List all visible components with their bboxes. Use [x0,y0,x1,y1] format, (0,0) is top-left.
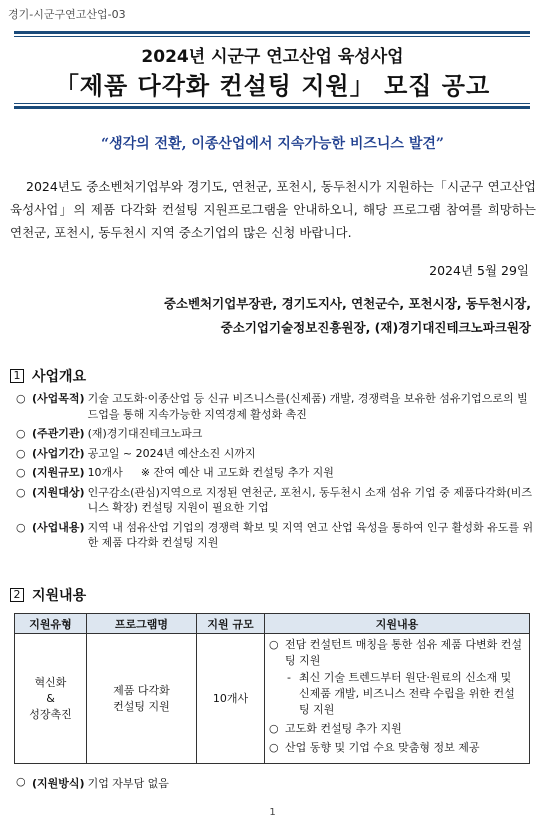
support-type-line: & [46,691,55,705]
section-number-box: 2 [10,588,24,602]
overview-list [16,391,538,555]
page-number: 1 [269,807,276,818]
dash-bullet-icon: - [287,671,291,684]
method-label: (지원방식) [32,777,85,790]
column-header: 지원내용 [265,614,530,634]
list-item [16,446,538,462]
program-name-line: 컨설팅 지원 [113,699,170,713]
circle-bullet-icon: ○ [269,741,279,754]
item-text: (재)경기대진테크노파크 [87,427,203,440]
circle-bullet-icon: ○ [16,520,26,534]
support-scale-cell: 10개사 [197,634,265,764]
program-name-line: 제품 다각화 [113,683,170,697]
content-text: 산업 동향 및 기업 수요 맞춤형 정보 제공 [285,741,480,754]
support-type-line: 혁신화 [34,675,67,689]
item-label: (사업기간) [32,446,85,460]
method-text: 기업 자부담 없음 [87,777,169,790]
item-text: 기술 고도화·이종산업 등 신규 비즈니스를(신제품) 개발, 경쟁력을 보유한 섬유기업으로의 빌드업을 통해 지속가능한 지역경제 활성화 촉진 [87,392,528,421]
column-header: 지원 규모 [197,614,265,634]
title-line-2: 「제품 다각화 컨설팅 지원」 모집 공고 [54,72,491,100]
document-id: 경기-시군구연고산업-03 [8,8,126,21]
item-label: (지원규모) [32,466,85,479]
circle-bullet-icon: ○ [16,446,26,460]
circle-bullet-icon: ○ [16,466,26,479]
program-name-cell [87,634,197,764]
table-header-row [15,614,530,634]
item-label: (지원대상) [32,485,85,499]
signatories-line-2: 중소기업기술정보진흥원장, (재)경기대진테크노파크원장 [220,320,531,335]
announcement-date: 2024년 5월 29일 [429,263,529,278]
content-text: 고도화 컨설팅 추가 지원 [285,722,402,735]
circle-bullet-icon: ○ [16,775,26,788]
list-item [16,426,538,442]
content-text: 최신 기술 트렌드부터 원단·원료의 신소재 및 신제품 개발, 비즈니스 전략 수립을 위한 컨설팅 지원 [299,671,515,716]
content-item [269,721,525,737]
list-item [16,485,538,516]
circle-bullet-icon: ○ [16,392,26,405]
section-1-heading [10,366,86,386]
support-table [14,613,530,764]
item-text: 지역 내 섬유산업 기업의 경쟁력 확보 및 지역 연고 산업 육성을 통하여 인구 활성화 유도를 위한 제품 다각화 컨설팅 지원 [87,520,534,549]
content-item [269,740,525,756]
section-title: 사업개요 [32,369,87,385]
bottom-rule-thin [14,103,530,104]
section-2-heading [10,585,86,605]
support-method [16,775,169,791]
item-label: (사업내용) [32,520,85,534]
section-number-box: 1 [10,369,24,383]
column-header: 프로그램명 [87,614,197,634]
item-note: ※ 잔여 예산 내 고도화 컨설팅 추가 지원 [140,466,334,479]
top-rule-thin [14,36,530,37]
support-type-line: 성장촉진 [29,707,72,721]
support-content-cell [265,634,530,764]
bottom-rule-thick [14,106,530,109]
item-label: (주관기관) [32,427,85,440]
intro-text: 2024년도 중소벤처기업부와 경기도, 연천군, 포천시, 동두천시가 지원하는「시군구 연고산업 육성사업」의 제품 다각화 컨설팅 지원프로그램을 안내하오니, 해당 프로그램 참여를 희망하는 연천군, 포천시, 동두천시 지역 중소기업의 많은 신청 바랍니다. [10,179,536,240]
circle-bullet-icon: ○ [16,427,26,440]
content-item [269,637,525,669]
item-text: 10개사 [87,466,123,479]
circle-bullet-icon: ○ [16,485,26,499]
title-line-1: 2024년 시군구 연고산업 육성사업 [141,47,404,67]
item-label: (사업목적) [32,392,85,405]
table-row [15,634,530,764]
slogan: “생각의 전환, 이종산업에서 지속가능한 비즈니스 발견” [101,136,444,152]
section-title: 지원내용 [32,588,87,604]
signatories-line-1: 중소벤처기업부장관, 경기도지사, 연천군수, 포천시장, 동두천시장, [163,296,531,311]
content-subitem [269,670,525,718]
list-item [16,520,538,551]
circle-bullet-icon: ○ [269,638,279,651]
column-header: 지원유형 [15,614,87,634]
content-text: 전담 컨설턴트 매칭을 통한 섬유 제품 다변화 컨설팅 지원 [285,638,522,667]
intro-paragraph [10,175,536,244]
item-text: 인구감소(관심)지역으로 지정된 연천군, 포천시, 동두천시 소재 섬유 기업 중 제품다각화(비즈니스 확장) 컨설팅 지원이 필요한 기업 [87,485,533,514]
support-type-cell [15,634,87,764]
circle-bullet-icon: ○ [269,722,279,735]
top-rule-thick [14,31,530,34]
list-item [16,465,538,481]
item-text: 공고일 ~ 2024년 예산소진 시까지 [87,446,256,460]
list-item [16,391,538,422]
